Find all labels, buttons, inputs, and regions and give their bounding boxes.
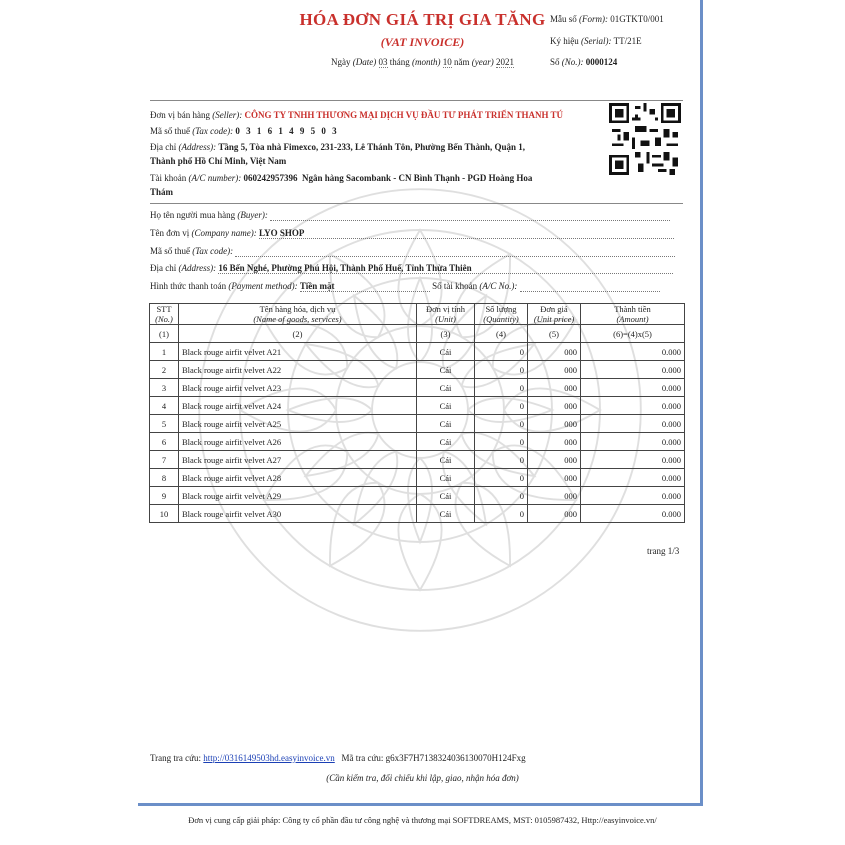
row-amount: 0.000 (581, 433, 685, 451)
row-price: 000 (528, 505, 581, 523)
row-price: 000 (528, 397, 581, 415)
row-qty: 0 (475, 361, 528, 379)
row-stt: 1 (150, 343, 179, 361)
row-stt: 3 (150, 379, 179, 397)
row-name: Black rouge airfit velvet A29 (179, 487, 417, 505)
table-row (150, 487, 685, 505)
row-price: 000 (528, 361, 581, 379)
divider (150, 100, 683, 101)
row-price: 000 (528, 487, 581, 505)
row-amount: 0.000 (581, 505, 685, 523)
table-header (150, 304, 685, 325)
buyer-company: Tên đơn vị (Company name): LYO SHOP (150, 228, 683, 239)
check-note: (Cần kiểm tra, đối chiếu khi lập, giao, nhận hóa đơn) (326, 773, 519, 783)
qr-code (609, 103, 681, 175)
row-name: Black rouge airfit velvet A21 (179, 343, 417, 361)
seller-bank-line2: Thám (150, 187, 174, 197)
buyer-name: Họ tên người mua hàng (Buyer): (150, 210, 683, 221)
row-amount: 0.000 (581, 343, 685, 361)
invoice-title: HÓA ĐƠN GIÁ TRỊ GIA TĂNG (299, 10, 546, 29)
row-stt: 7 (150, 451, 179, 469)
provider-info: Đơn vị cung cấp giải pháp: Công ty cổ phần đầu tư công nghệ và thương mại SOFTDREAMS, MST: 0105987432, Http://easyinvoice.vn/ (188, 815, 657, 825)
row-name: Black rouge airfit velvet A23 (179, 379, 417, 397)
row-amount: 0.000 (581, 361, 685, 379)
row-name: Black rouge airfit velvet A30 (179, 505, 417, 523)
row-unit: Cái (417, 379, 475, 397)
form-number: Mẫu số (Form): 01GTKT0/001 (550, 14, 664, 24)
index-cell: (4) (475, 325, 528, 343)
table-index-row (150, 325, 685, 343)
page-label: trang 1/3 (647, 546, 680, 556)
invoice-date: Ngày (Date) 03 tháng (month) 10 năm (year) 2021 (331, 57, 514, 67)
table-row (150, 343, 685, 361)
row-stt: 4 (150, 397, 179, 415)
table-row (150, 415, 685, 433)
row-name: Black rouge airfit velvet A24 (179, 397, 417, 415)
row-qty: 0 (475, 487, 528, 505)
index-cell: (3) (417, 325, 475, 343)
row-name: Black rouge airfit velvet A26 (179, 433, 417, 451)
seller-address-line2: Thành phố Hồ Chí Minh, Việt Nam (150, 156, 287, 166)
invoice-number: Số (No.): 0000124 (550, 57, 618, 67)
row-unit: Cái (417, 451, 475, 469)
row-name: Black rouge airfit velvet A27 (179, 451, 417, 469)
row-amount: 0.000 (581, 469, 685, 487)
row-stt: 5 (150, 415, 179, 433)
col-header-amount: Thành tiền (Amount) (581, 304, 685, 325)
divider (150, 203, 683, 204)
row-unit: Cái (417, 361, 475, 379)
row-qty: 0 (475, 433, 528, 451)
row-unit: Cái (417, 397, 475, 415)
index-cell: (6)=(4)x(5) (581, 325, 685, 343)
buyer-address: Địa chỉ (Address): 16 Bến Nghé, Phường Phú Hội, Thành Phố Huế, Tỉnh Thừa Thiên (150, 263, 683, 274)
row-amount: 0.000 (581, 415, 685, 433)
row-amount: 0.000 (581, 487, 685, 505)
row-price: 000 (528, 343, 581, 361)
row-price: 000 (528, 469, 581, 487)
table-row (150, 505, 685, 523)
buyer-tax-code: Mã số thuế (Tax code): (150, 246, 683, 257)
row-stt: 8 (150, 469, 179, 487)
table-row (150, 361, 685, 379)
row-price: 000 (528, 433, 581, 451)
row-qty: 0 (475, 397, 528, 415)
table-row (150, 433, 685, 451)
seller-name: Đơn vị bán hàng (Seller): CÔNG TY TNHH THƯƠNG MẠI DỊCH VỤ ĐẦU TƯ PHÁT TRIỂN THANH TÚ (150, 110, 564, 120)
row-name: Black rouge airfit velvet A22 (179, 361, 417, 379)
payment-method: Hình thức thanh toán (Payment method): Tiền mặt Số tài khoản (A/C No.): (150, 281, 683, 292)
lookup-line: Trang tra cứu: http://0316149503hd.easyinvoice.vn Mã tra cứu: g6x3F7H7138324036130070H124Fxg (150, 753, 526, 763)
table-row (150, 451, 685, 469)
table-row (150, 469, 685, 487)
seller-account: Tài khoản (A/C number): 060242957396 Ngân hàng Sacombank - CN Bình Thạnh - PGD Hoàng Hoa (150, 173, 533, 183)
row-unit: Cái (417, 415, 475, 433)
row-amount: 0.000 (581, 451, 685, 469)
lookup-link[interactable]: http://0316149503hd.easyinvoice.vn (203, 753, 335, 763)
row-qty: 0 (475, 451, 528, 469)
row-stt: 10 (150, 505, 179, 523)
row-name: Black rouge airfit velvet A28 (179, 469, 417, 487)
table-row (150, 397, 685, 415)
row-stt: 9 (150, 487, 179, 505)
row-unit: Cái (417, 505, 475, 523)
row-qty: 0 (475, 379, 528, 397)
row-price: 000 (528, 379, 581, 397)
table-row (150, 379, 685, 397)
row-stt: 6 (150, 433, 179, 451)
col-header-unit: Đơn vị tính (Unit) (417, 304, 475, 325)
index-cell: (5) (528, 325, 581, 343)
row-unit: Cái (417, 343, 475, 361)
row-price: 000 (528, 415, 581, 433)
col-header-price: Đơn giá (Unit price) (528, 304, 581, 325)
col-header-qty: Số lượng (Quantity) (475, 304, 528, 325)
items-table (149, 303, 685, 523)
col-header-name: Tên hàng hóa, dịch vụ (Name of goods, services) (179, 304, 417, 325)
row-qty: 0 (475, 343, 528, 361)
serial-number: Ký hiệu (Serial): TT/21E (550, 36, 642, 46)
row-qty: 0 (475, 469, 528, 487)
row-unit: Cái (417, 487, 475, 505)
row-qty: 0 (475, 415, 528, 433)
col-header-stt: STT (No.) (150, 304, 179, 325)
row-amount: 0.000 (581, 379, 685, 397)
seller-address: Địa chỉ (Address): Tầng 5, Tòa nhà Fimexco, 231-233, Lê Thánh Tôn, Phường Bến Thành, Quận 1, (150, 142, 525, 152)
row-qty: 0 (475, 505, 528, 523)
index-cell: (2) (179, 325, 417, 343)
row-stt: 2 (150, 361, 179, 379)
page-border-bottom (138, 803, 703, 806)
seller-tax-code: Mã số thuế (Tax code): 0 3 1 6 1 4 9 5 0 3 (150, 126, 339, 136)
row-unit: Cái (417, 433, 475, 451)
index-cell: (1) (150, 325, 179, 343)
row-price: 000 (528, 451, 581, 469)
page-border-right (700, 0, 703, 805)
row-amount: 0.000 (581, 397, 685, 415)
row-unit: Cái (417, 469, 475, 487)
row-name: Black rouge airfit velvet A25 (179, 415, 417, 433)
invoice-subtitle: (VAT INVOICE) (380, 35, 465, 49)
